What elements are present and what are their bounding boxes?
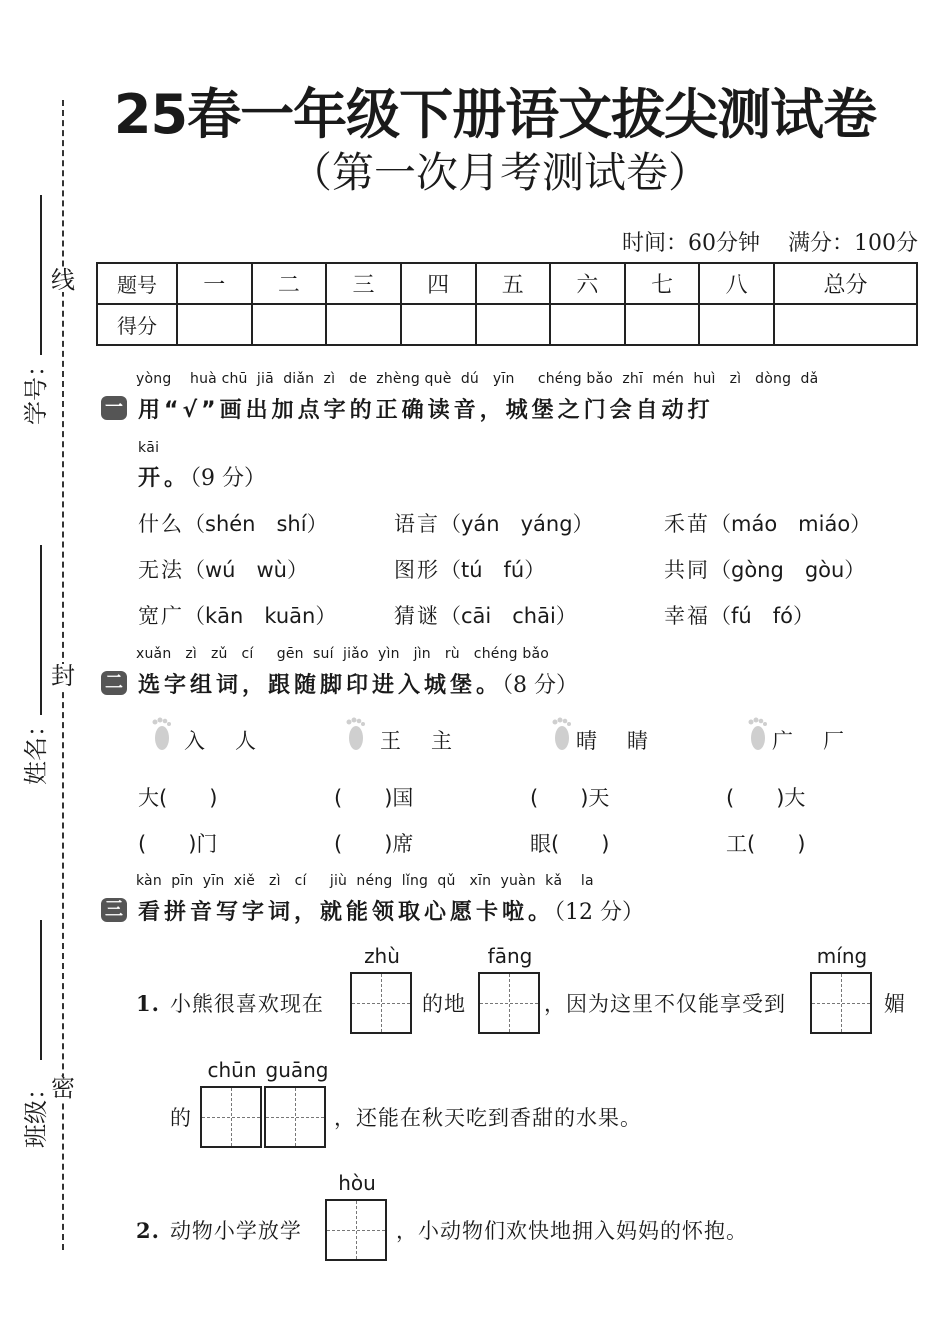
score-input-cell[interactable] — [625, 304, 700, 345]
page-title: 25春一年级下册语文拔尖测试卷 — [113, 83, 877, 146]
q3-s1-pinyin3: míng — [816, 944, 868, 968]
q1-item[interactable] — [138, 508, 328, 538]
q1-options: （kān kuān） — [184, 604, 337, 628]
q1-badge: 一 — [101, 396, 127, 420]
q1-item[interactable] — [394, 600, 577, 630]
score-input-cell[interactable] — [326, 304, 401, 345]
q2-pair — [772, 725, 874, 755]
q3-s2-part1 — [136, 1215, 302, 1245]
q1-item[interactable] — [138, 554, 308, 584]
q3-s1-number: 1. — [136, 991, 160, 1016]
exam-time: 时间：60分钟 — [622, 231, 761, 256]
q1-options: （cāi chāi） — [440, 604, 577, 628]
q1-word: 无法 — [138, 558, 184, 582]
score-input-cell[interactable] — [774, 304, 917, 345]
score-input-cell[interactable] — [401, 304, 476, 345]
q1-pinyin-2: kāi — [138, 440, 160, 456]
q2-pair-char[interactable]: 人 — [235, 729, 258, 753]
exam-full-score: 满分：100分 — [788, 231, 918, 256]
q2-blank[interactable]: ( )天 — [530, 786, 610, 810]
q3-badge: 三 — [101, 898, 127, 922]
q3-s2-number: 2. — [136, 1218, 160, 1243]
q2-pair-char[interactable]: 厂 — [823, 729, 846, 753]
score-cell: 八 — [699, 263, 774, 304]
footprint-icon — [742, 716, 772, 752]
score-cell: 四 — [401, 263, 476, 304]
q3-s1-text6: ，还能在秋天吃到香甜的水果。 — [334, 1106, 642, 1130]
q2-blank[interactable]: ( )国 — [334, 786, 414, 810]
q1-item[interactable] — [394, 554, 545, 584]
q1-options: （shén shí） — [184, 512, 328, 536]
q1-word: 语言 — [394, 512, 440, 536]
q2-badge: 二 — [101, 671, 127, 695]
q3-s1-grid4[interactable] — [200, 1086, 262, 1148]
q3-pinyin: kàn pīn yīn xiě zì cí jiù néng lǐng qǔ xīn yuàn kǎ la — [136, 873, 594, 889]
q2-pair — [380, 725, 482, 755]
q3-s1-text1: 小熊很喜欢现在 — [169, 992, 324, 1016]
score-cell: 五 — [476, 263, 551, 304]
q3-s1-part1 — [136, 988, 324, 1018]
q2-pair-char[interactable]: 睛 — [627, 729, 650, 753]
student-no-label: 学号： — [22, 353, 50, 425]
q3-s1-text3: ，因为这里不仅能享受到 — [544, 992, 786, 1016]
q1-word: 猜谜 — [394, 604, 440, 628]
q3-s1-grid3[interactable] — [810, 972, 872, 1034]
q3-s2-grid1[interactable] — [325, 1199, 387, 1261]
q2-blank[interactable]: 工( ) — [726, 832, 806, 856]
q1-item[interactable] — [394, 508, 594, 538]
score-cell: 一 — [177, 263, 252, 304]
q3-s1-pinyin4: chūn — [207, 1058, 257, 1082]
q1-item[interactable] — [138, 600, 336, 630]
q3-score: （12 分） — [554, 900, 645, 925]
q3-s2-pinyin1: hòu — [338, 1171, 376, 1195]
q2-pinyin: xuǎn zì zǔ cí gēn suí jiǎo yìn jìn rù chéng bǎo — [136, 646, 550, 662]
student-no-rule — [40, 195, 42, 355]
q2-blank[interactable]: ( )席 — [334, 832, 414, 856]
name-label: 姓名： — [22, 713, 50, 785]
q3-s1-grid2[interactable] — [478, 972, 540, 1034]
page-subtitle: （第一次月考测试卷） — [290, 148, 711, 197]
q1-word: 宽广 — [138, 604, 184, 628]
q2-instruction — [138, 668, 578, 699]
q3-s1-text5: 的 — [170, 1106, 192, 1130]
score-row-label: 得分 — [97, 304, 177, 345]
binding-feng: 封 — [51, 662, 75, 690]
q1-instruction-2 — [138, 461, 266, 492]
q2-pair-char[interactable]: 入 — [184, 729, 207, 753]
binding-xian: 线 — [51, 266, 75, 294]
q1-options: （gòng gòu） — [710, 558, 866, 582]
name-rule — [40, 545, 42, 715]
q1-item[interactable] — [664, 508, 871, 538]
score-table — [96, 262, 918, 346]
q2-blank[interactable]: ( )门 — [138, 832, 218, 856]
footprint-icon — [340, 716, 370, 752]
q1-item[interactable] — [664, 554, 865, 584]
footprint-icon — [546, 716, 576, 752]
q1-instruction: 用“√”画出加点字的正确读音，城堡之门会自动打 — [138, 398, 714, 423]
score-table-score-row — [97, 304, 917, 345]
score-input-cell[interactable] — [177, 304, 252, 345]
q2-instruction-text: 选字组词，跟随脚印进入城堡。 — [138, 673, 503, 698]
score-cell: 七 — [625, 263, 700, 304]
q1-pinyin: yòng huà chū jiā diǎn zì de zhèng què dú yīn chéng bǎo zhī mén huì zì dòng dǎ — [136, 371, 819, 387]
q2-pair-char[interactable]: 主 — [431, 729, 454, 753]
q2-blank[interactable]: 眼( ) — [530, 832, 610, 856]
exam-meta — [622, 226, 918, 257]
q1-word: 什么 — [138, 512, 184, 536]
score-cell: 题号 — [97, 263, 177, 304]
q2-pair-char[interactable]: 广 — [772, 729, 795, 753]
q1-word: 幸福 — [664, 604, 710, 628]
class-label: 班级： — [22, 1076, 50, 1148]
q1-instruction-end: 开。 — [138, 466, 191, 491]
q2-pair-char[interactable]: 晴 — [576, 729, 599, 753]
score-input-cell[interactable] — [699, 304, 774, 345]
q1-options: （tú fú） — [440, 558, 546, 582]
q2-score: （8 分） — [502, 673, 579, 698]
q3-instruction — [138, 895, 644, 926]
q2-blank[interactable]: 大( ) — [138, 786, 218, 810]
score-cell: 六 — [550, 263, 625, 304]
q1-options: （máo miáo） — [710, 512, 872, 536]
q1-score: （9 分） — [190, 466, 267, 491]
q1-options: （yán yáng） — [440, 512, 594, 536]
q1-options: （wú wù） — [184, 558, 308, 582]
score-input-cell[interactable] — [550, 304, 625, 345]
score-input-cell[interactable] — [252, 304, 327, 345]
q3-s1-pinyin2: fāng — [487, 944, 533, 968]
q2-pair — [576, 725, 678, 755]
q2-blank[interactable]: ( )大 — [726, 786, 806, 810]
score-cell: 三 — [326, 263, 401, 304]
q1-word: 图形 — [394, 558, 440, 582]
q1-options: （fú fó） — [710, 604, 814, 628]
footprint-icon — [146, 716, 176, 752]
q1-word: 共同 — [664, 558, 710, 582]
q3-s1-text2: 的地 — [422, 992, 466, 1016]
q3-instruction-text: 看拼音写字词，就能领取心愿卡啦。 — [138, 900, 555, 925]
q1-item[interactable] — [664, 600, 814, 630]
q2-pair — [184, 725, 286, 755]
score-table-header-row — [97, 263, 917, 304]
class-rule — [40, 920, 42, 1060]
score-input-cell[interactable] — [476, 304, 551, 345]
q1-word: 禾苗 — [664, 512, 710, 536]
q3-s2-text2: ，小动物们欢快地拥入妈妈的怀抱。 — [396, 1219, 748, 1243]
binding-mi: 密 — [51, 1074, 75, 1102]
q3-s1-pinyin1: zhù — [364, 944, 400, 968]
q2-pair-char[interactable]: 王 — [380, 729, 403, 753]
score-cell: 二 — [252, 263, 327, 304]
q3-s2-text1: 动物小学放学 — [169, 1219, 302, 1243]
q3-s1-text4: 媚 — [884, 992, 906, 1016]
q3-s1-grid1[interactable] — [350, 972, 412, 1034]
q3-s1-pinyin5: guāng — [265, 1058, 329, 1082]
q3-s1-grid5[interactable] — [264, 1086, 326, 1148]
score-cell: 总分 — [774, 263, 917, 304]
